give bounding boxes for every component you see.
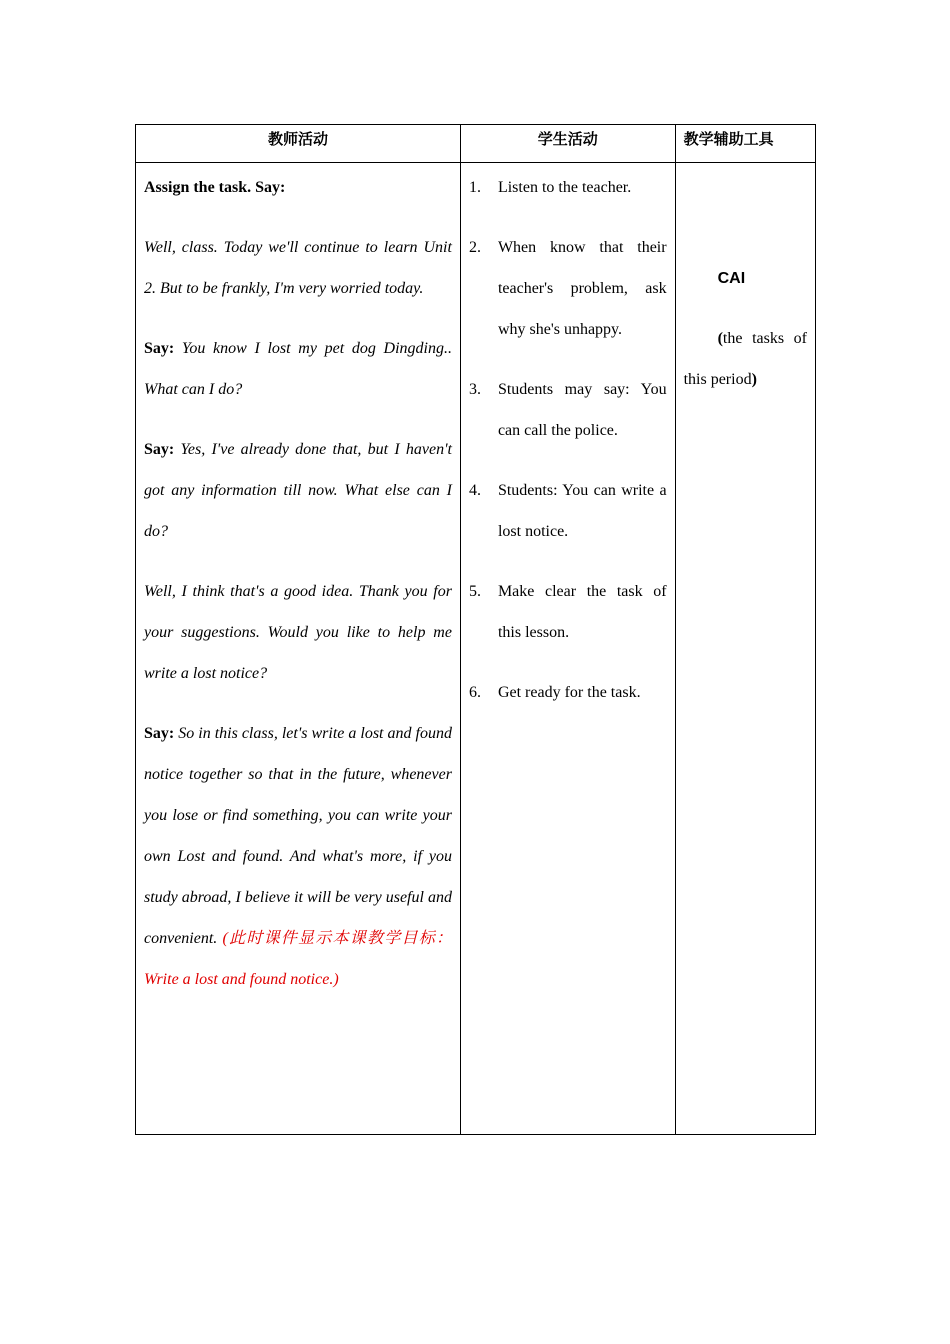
list-item: 4. Students: You can write a lost notice. <box>468 482 667 540</box>
header-teaching-aids: 教学辅助工具 <box>675 125 815 163</box>
header-row <box>136 125 816 163</box>
say-label-2: Say: <box>144 441 175 458</box>
teacher-paragraph-4: Well, I think that's a good idea. Thank you for your suggestions. Would you like to help me write a lost notice? <box>144 583 452 682</box>
teacher-paragraph-5: So in this class, let's write a lost and found notice together so that in the future, whenever you lose or find something, you can write your own Lost and found. And what's more, if you study abroad, I believe it will be very useful and convenient. <box>144 725 452 947</box>
list-item: 5. Make clear the task of this lesson. <box>468 583 667 641</box>
assign-task-label: Assign the task. Say: <box>144 179 286 196</box>
content-row <box>136 163 816 1135</box>
header-teacher-activity: 教师活动 <box>136 125 461 163</box>
courseware-note: (此时课件显示本课教学目标：Write a lost and found notice.) <box>144 930 452 988</box>
teaching-aids-cell <box>675 163 815 1135</box>
student-activity-list <box>469 167 667 713</box>
teacher-activity-cell <box>136 163 461 1135</box>
teacher-paragraph-2: You know I lost my pet dog Dingding.. What can I do? <box>144 340 452 398</box>
say-label-1: Say: <box>144 340 175 357</box>
student-activity-cell <box>460 163 675 1135</box>
tasks-of-period: (the tasks of this period) <box>683 330 807 388</box>
list-item: 2. When know that their teacher's problem, ask why she's unhappy. <box>468 239 667 338</box>
teacher-paragraph-1: Well, class. Today we'll continue to learn Unit 2. But to be frankly, I'm very worried today. <box>144 239 452 297</box>
teacher-paragraph-3: Yes, I've already done that, but I haven't got any information till now. What else can I do? <box>144 441 452 540</box>
header-student-activity: 学生活动 <box>460 125 675 163</box>
list-item: 6. Get ready for the task. <box>468 684 641 701</box>
say-label-3: Say: <box>144 725 175 742</box>
cai-label: CAI <box>717 270 746 287</box>
list-item: 1. Listen to the teacher. <box>468 179 632 196</box>
lesson-table <box>135 124 816 1135</box>
list-item: 3. Students may say: You can call the police. <box>468 381 667 439</box>
